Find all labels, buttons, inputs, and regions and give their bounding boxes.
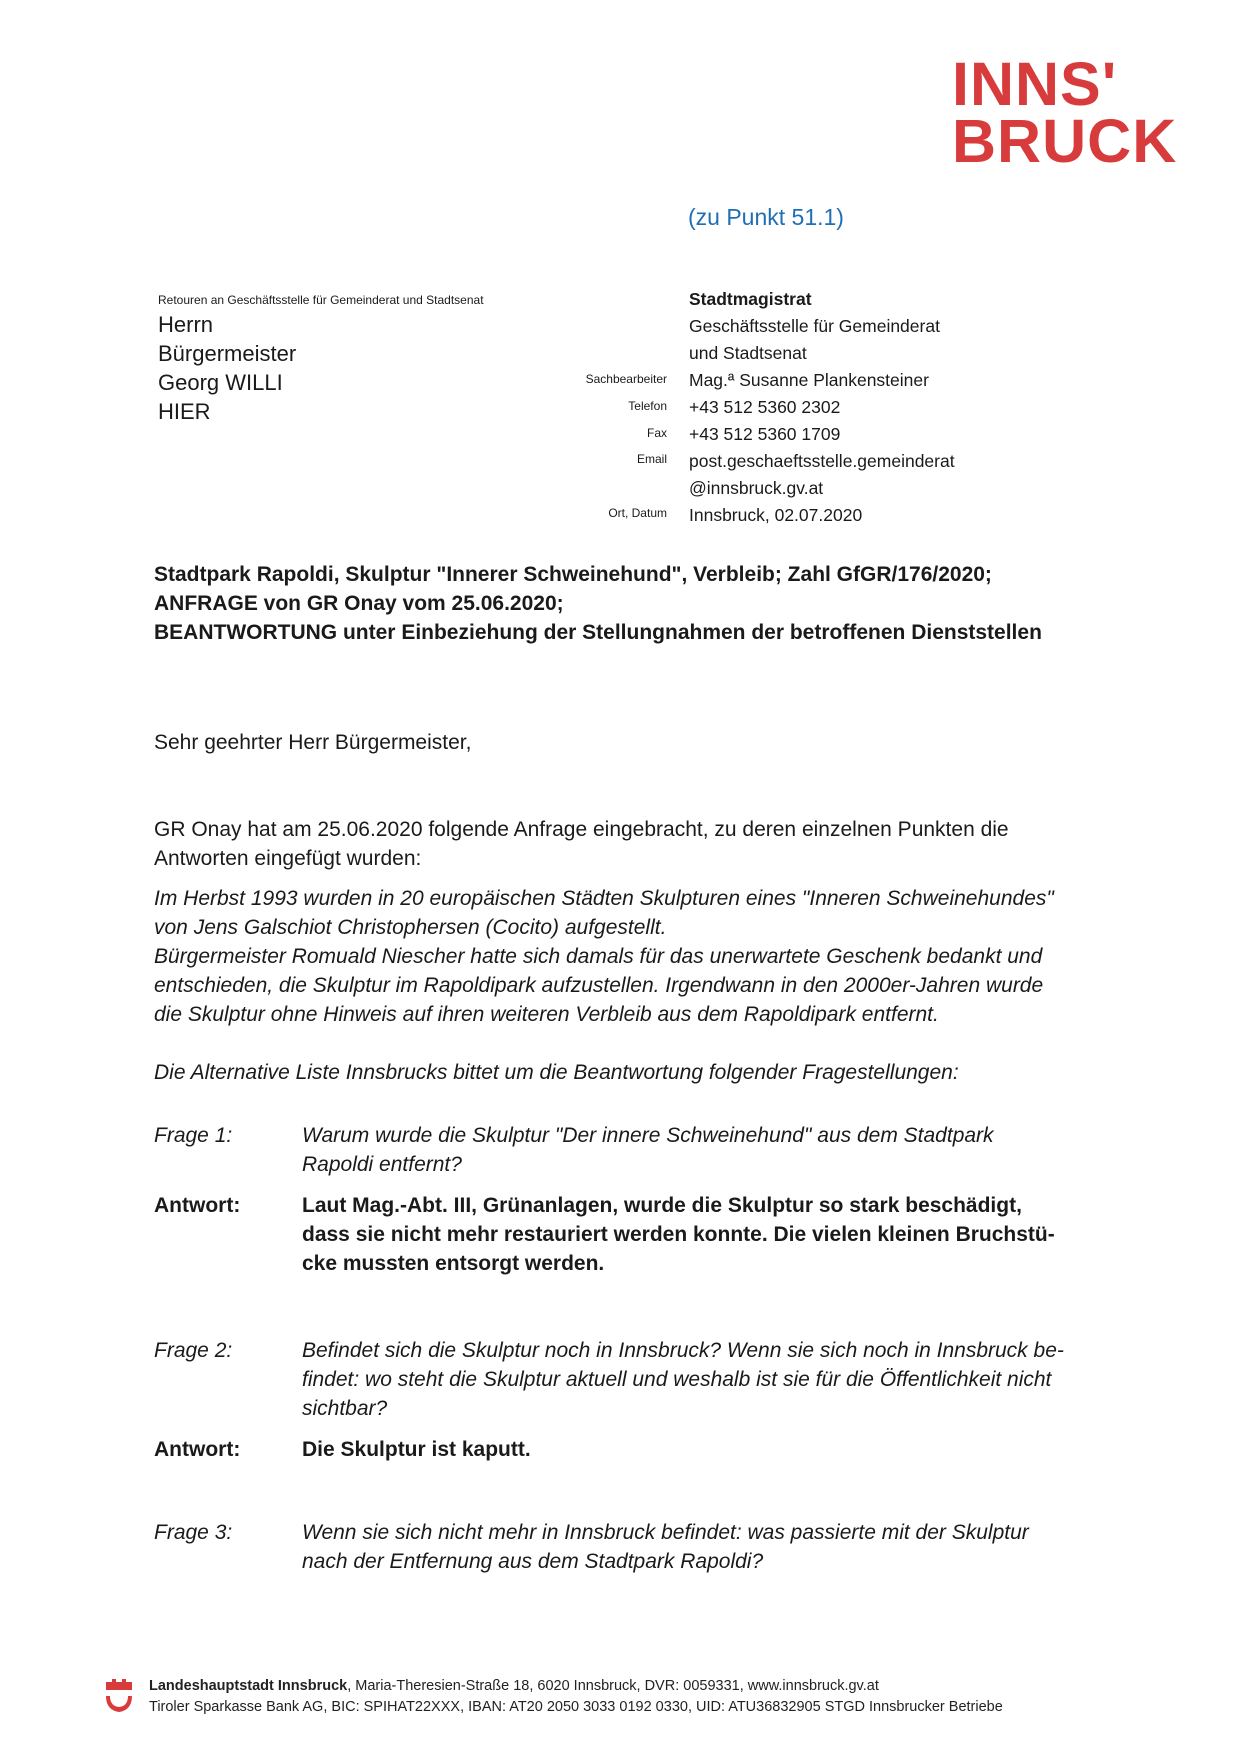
subject-line: BEANTWORTUNG unter Einbeziehung der Stellungnahmen der betroffenen Dienststellen xyxy=(154,621,1042,644)
footer-line-1 xyxy=(149,1676,1003,1697)
sender-org: Stadtmagistrat xyxy=(689,289,812,309)
answer-line: dass sie nicht mehr restauriert werden konnte. Die vielen kleinen Bruchstü- xyxy=(302,1223,1055,1246)
logo-line-1: INNS' xyxy=(952,50,1118,118)
email-label: Email xyxy=(636,452,667,466)
question-line: Rapoldi entfernt? xyxy=(302,1153,462,1176)
footer-city-name: Landeshauptstadt Innsbruck xyxy=(149,1678,348,1694)
answer-text xyxy=(302,1191,1162,1278)
phone-label: Telefon xyxy=(628,399,667,413)
recipient-line: HIER xyxy=(158,399,211,424)
question-line: Warum wurde die Skulptur "Der innere Schweinehund" aus dem Stadtpark xyxy=(302,1124,994,1147)
inquiry-text xyxy=(154,884,1154,1029)
return-address-note: Retouren an Geschäftsstelle für Gemeinderat und Stadtsenat xyxy=(158,293,484,307)
subject-heading xyxy=(154,560,1042,647)
answer-label: Antwort: xyxy=(154,1194,241,1217)
request-line: Die Alternative Liste Innsbrucks bittet um die Beantwortung folgender Fragestellungen: xyxy=(154,1061,959,1084)
email-address: @innsbruck.gv.at xyxy=(689,478,824,498)
question-line: Wenn sie sich nicht mehr in Innsbruck befindet: was passierte mit der Skulptur xyxy=(302,1521,1029,1544)
place-date: Innsbruck, 02.07.2020 xyxy=(689,505,863,525)
question-label: Frage 2: xyxy=(154,1339,233,1362)
subject-line: ANFRAGE von GR Onay vom 25.06.2020; xyxy=(154,592,564,615)
clerk-label: Sachbearbeiter xyxy=(585,372,667,386)
place-date-label: Ort, Datum xyxy=(608,506,667,520)
inquiry-line: die Skulptur ohne Hinweis auf ihren weiteren Verbleib aus dem Rapoldipark entfernt. xyxy=(154,1003,939,1026)
inquiry-line: Bürgermeister Romuald Niescher hatte sich damals für das unerwartete Geschenk bedankt und xyxy=(154,945,1043,968)
question-text xyxy=(302,1121,1162,1179)
question-line: findet: wo steht die Skulptur aktuell und weshalb ist sie für die Öffentlichkeit nicht xyxy=(302,1368,1052,1391)
agenda-reference: (zu Punkt 51.1) xyxy=(688,204,844,230)
question-text xyxy=(302,1336,1162,1423)
footer-line-2: Tiroler Sparkasse Bank AG, BIC: SPIHAT22XXX, IBAN: AT20 2050 3033 0192 0330, UID: ATU36832905 STGD Innsbrucker Betriebe xyxy=(149,1699,1003,1715)
question-line: nach der Entfernung aus dem Stadtpark Rapoldi? xyxy=(302,1550,764,1573)
intro-line: Antworten eingefügt wurden: xyxy=(154,847,422,870)
recipient-line: Georg WILLI xyxy=(158,370,283,395)
recipient-address xyxy=(158,310,296,426)
question-line: Befindet sich die Skulptur noch in Innsbruck? Wenn sie sich noch in Innsbruck be- xyxy=(302,1339,1064,1362)
recipient-line: Bürgermeister xyxy=(158,341,297,366)
phone-number: +43 512 5360 2302 xyxy=(689,397,841,417)
answer-line: Die Skulptur ist kaputt. xyxy=(302,1438,531,1461)
answer-line: Laut Mag.-Abt. III, Grünanlagen, wurde die Skulptur so stark beschädigt, xyxy=(302,1194,1022,1217)
email-address: post.geschaeftsstelle.gemeinderat xyxy=(689,451,955,471)
recipient-line: Herrn xyxy=(158,312,214,337)
intro-line: GR Onay hat am 25.06.2020 folgende Anfrage eingebracht, zu deren einzelnen Punkten die xyxy=(154,818,1009,841)
question-label: Frage 1: xyxy=(154,1124,233,1147)
fax-label: Fax xyxy=(646,426,667,440)
footer-address: , Maria-Theresien-Straße 18, 6020 Innsbruck, DVR: 0059331, www.innsbruck.gv.at xyxy=(347,1678,879,1694)
question-label: Frage 3: xyxy=(154,1521,233,1544)
city-emblem-icon xyxy=(104,1678,134,1714)
inquiry-line: Im Herbst 1993 wurden in 20 europäischen Städten Skulpturen eines "Inneren Schweinehundes" xyxy=(154,887,1054,910)
intro-paragraph xyxy=(154,815,1154,873)
inquiry-line: von Jens Galschiot Christophersen (Cocito) aufgestellt. xyxy=(154,916,667,939)
answer-line: cke mussten entsorgt werden. xyxy=(302,1252,605,1275)
question-text xyxy=(302,1518,1162,1576)
sender-block xyxy=(689,286,955,529)
sender-dept: und Stadtsenat xyxy=(689,343,807,363)
clerk-name: Mag.ª Susanne Plankensteiner xyxy=(689,370,929,390)
salutation: Sehr geehrter Herr Bürgermeister, xyxy=(154,731,472,754)
page-footer xyxy=(149,1676,1003,1718)
answer-label: Antwort: xyxy=(154,1438,241,1461)
sender-dept: Geschäftsstelle für Gemeinderat xyxy=(689,316,940,336)
innsbruck-logo xyxy=(952,50,1178,175)
subject-line: Stadtpark Rapoldi, Skulptur "Innerer Schweinehund", Verbleib; Zahl GfGR/176/2020; xyxy=(154,563,992,586)
inquiry-line: entschieden, die Skulptur im Rapoldipark aufzustellen. Irgendwann in den 2000er-Jahren wurde xyxy=(154,974,1044,997)
logo-line-2: BRUCK xyxy=(952,107,1178,175)
fax-number: +43 512 5360 1709 xyxy=(689,424,841,444)
question-line: sichtbar? xyxy=(302,1397,388,1420)
answer-text xyxy=(302,1435,1162,1464)
